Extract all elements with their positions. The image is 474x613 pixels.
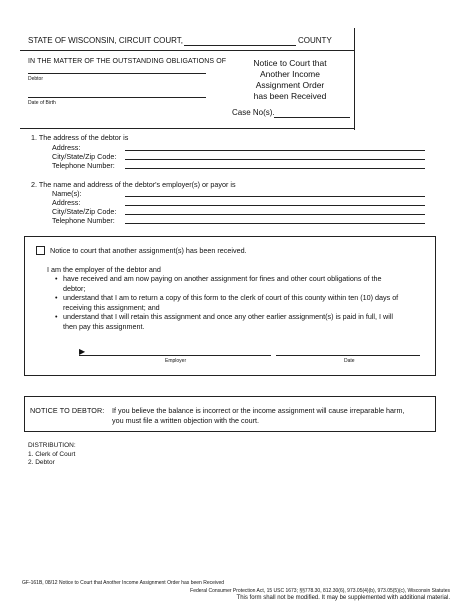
case-number-line[interactable] (274, 117, 350, 118)
city-label: City/State/Zip Code: (52, 152, 117, 161)
debtor-notice-text: If you believe the balance is incorrect or the income assignment will cause irreparable harm, you must file a written objection with the court. (112, 406, 405, 425)
phone-label: Telephone Number: (52, 161, 115, 170)
list-item: 1. Clerk of Court (28, 450, 76, 458)
matter-text: IN THE MATTER OF THE OUTSTANDING OBLIGATIONS OF (28, 58, 227, 65)
form-title (228, 58, 352, 102)
employer-intro: I am the employer of the debtor and (47, 265, 161, 274)
debtor-address-input[interactable] (125, 150, 425, 151)
title-line: has been Received (253, 91, 327, 101)
case-label: Case No(s). (232, 108, 275, 117)
employer-city-input[interactable] (125, 214, 425, 215)
distribution-list (28, 442, 76, 468)
employer-address-input[interactable] (125, 205, 425, 206)
date-line[interactable] (276, 355, 420, 356)
header-divider (20, 50, 354, 51)
dob-label: Date of Birth (28, 100, 56, 106)
county-label: COUNTY (298, 36, 332, 45)
debtor-notice-label: NOTICE TO DEBTOR: (30, 406, 105, 415)
bullet-list (63, 274, 431, 332)
debtor-city-input[interactable] (125, 159, 425, 160)
form-id: GF-161B, 08/12 Notice to Court that Another Income Assignment Order has been Received (22, 580, 225, 586)
city-label: City/State/Zip Code: (52, 207, 117, 216)
list-item: 2. Debtor (28, 459, 55, 466)
title-line: Assignment Order (255, 80, 325, 90)
employer-notice-box (24, 236, 436, 376)
employer-signature-line[interactable] (79, 355, 271, 356)
dob-line[interactable] (28, 97, 206, 98)
name-label: Name(s): (52, 189, 82, 198)
debtor-notice-box (24, 396, 436, 432)
title-line: Notice to Court that (253, 58, 327, 68)
debtor-phone-input[interactable] (125, 168, 425, 169)
list-item: • have received and am now paying on another assignment for fines and other court obligations of the debtor; (63, 274, 431, 293)
employer-name-input[interactable] (125, 196, 425, 197)
sign-here-arrow-icon: ▶ (79, 347, 86, 356)
modification-notice: This form shall not be modified. It may be supplemented with additional material. (236, 595, 450, 601)
list-item: • understand that I will retain this assignment and once any other earlier assignment(s) is paid in full, I will then pay this assignment. (63, 312, 431, 331)
title-line: Another Income (259, 69, 320, 79)
debtor-label: Debtor (28, 76, 44, 82)
employer-phone-input[interactable] (125, 223, 425, 224)
county-name-line[interactable] (184, 45, 296, 46)
statutes: Federal Consumer Protection Act, 15 USC 1673; §§778.30, 812.30(6), 973.05(4)(b), 973.05(5)(c), Wisconsin Statutes (190, 588, 450, 594)
court-prefix: STATE OF WISCONSIN, CIRCUIT COURT, (28, 36, 183, 45)
section2-heading: 2. The name and address of the debtor's employer(s) or payor is (31, 180, 236, 189)
header-vertical-rule (354, 28, 355, 130)
section1-heading: 1. The address of the debtor is (31, 133, 129, 142)
header-bottom-rule (20, 128, 354, 129)
debtor-name-line[interactable] (28, 73, 206, 74)
address-label: Address: (52, 143, 81, 152)
distribution-heading: DISTRIBUTION: (28, 442, 76, 449)
checkbox-label: Notice to court that another assignment(s) has been received. (50, 246, 247, 255)
date-label: Date (344, 358, 355, 364)
address-label: Address: (52, 198, 81, 207)
phone-label: Telephone Number: (52, 216, 115, 225)
notice-checkbox[interactable] (36, 246, 45, 255)
employer-label: Employer (165, 358, 187, 364)
list-item: • understand that I am to return a copy of this form to the clerk of court of this county within ten (10) days of receiving this assignment; and (63, 293, 431, 312)
